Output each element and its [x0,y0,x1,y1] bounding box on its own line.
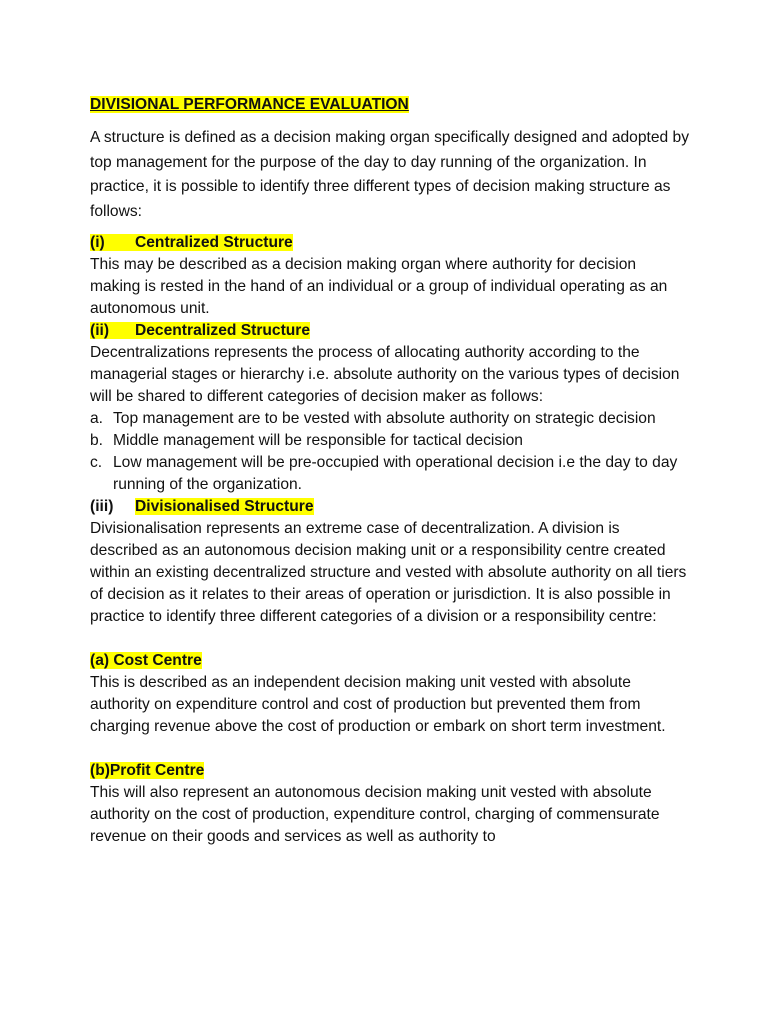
document-content [90,94,690,848]
section-number: (i) [90,234,105,251]
list-marker: c. [90,454,103,471]
section-number: (ii) [90,322,110,339]
section-heading-decentralized [90,320,690,342]
centre-body-cost: This is described as an independent decision making unit vested with absolute authority on expenditure control and cost of production but prevented them from charging revenue above the cost of production or embark on short term investment. [90,674,666,735]
list-text: Middle management will be responsible for tactical decision [113,432,523,449]
spacer [90,738,690,760]
section-title: Divisionalised Structure [135,498,314,515]
document-title: DIVISIONAL PERFORMANCE EVALUATION [90,96,409,113]
intro-paragraph: A structure is defined as a decision making organ specifically designed and adopted by top management for the purpose of the day to day running of the organization. In practice, it is possible to identify three different types of decision making structure as follows: [90,129,689,220]
section-number: (iii) [90,498,114,515]
section-body-centralized: This may be described as a decision making organ where authority for decision making is rested in the hand of an individual or a group of individual operating as an autonomous unit. [90,256,668,317]
centre-heading-profit [90,760,690,782]
centre-heading-cost [90,650,690,672]
title-block [90,94,690,116]
section-body-decentralized: Decentralizations represents the process of allocating authority according to the managerial stages or hierarchy i.e. absolute authority on the various types of decision will be shared to different categories of decision maker as follows: [90,344,680,405]
centre-title: (a) Cost Centre [90,652,202,669]
list-text: Top management are to be vested with absolute authority on strategic decision [113,410,656,427]
management-levels-list [90,408,690,496]
spacer [90,628,690,650]
centre-title: (b)Profit Centre [90,762,205,779]
section-title: Decentralized Structure [135,322,311,339]
section-title: Centralized Structure [135,234,293,251]
list-marker: b. [90,432,104,449]
list-item [90,452,690,496]
section-body-divisionalised: Divisionalisation represents an extreme case of decentralization. A division is described as an autonomous decision making unit or a responsibility centre created within an existing decentralized structure and vested with absolute authority on all tiers of decision as it relates to their areas of operation or jurisdiction. It is also possible in practice to identify three different categories of a division or a responsibility centre: [90,520,687,625]
list-item [90,430,690,452]
list-marker: a. [90,410,104,427]
section-heading-divisionalised [90,496,690,518]
centre-body-profit: This will also represent an autonomous decision making unit vested with absolute authority on the cost of production, expenditure control, charging of commensurate revenue on their goods and services as well as authority to [90,784,660,845]
list-item [90,408,690,430]
section-heading-centralized [90,232,690,254]
list-text: Low management will be pre-occupied with operational decision i.e the day to day running of the organization. [113,454,678,493]
